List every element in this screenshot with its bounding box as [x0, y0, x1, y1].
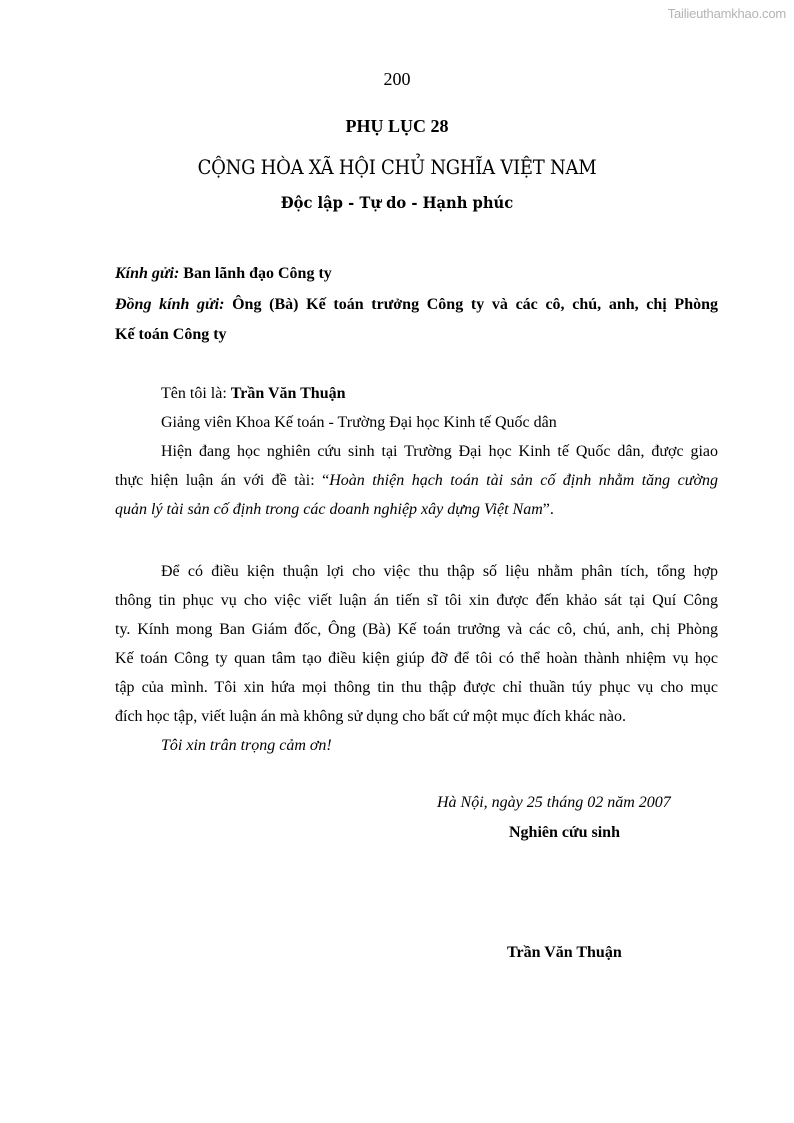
request-line-3: ty. Kính mong Ban Giám đốc, Ông (Bà) Kế toán trưởng và các cô, chú, anh, chị Phòng: [115, 621, 718, 638]
request-line-6: đích học tập, viết luận án mà không sử dụng cho bất cứ một mục đích khác nào.: [115, 708, 626, 725]
study-prefix: thực hiện luận án với đề tài: “: [115, 472, 330, 489]
author-name: Trần Văn Thuận: [230, 385, 346, 402]
author-name-line: [161, 385, 346, 403]
study-line-3: [115, 501, 554, 519]
request-line-4: Kế toán Công ty quan tâm tạo điều kiện giúp đỡ để tôi có thể hoàn thành nhiệm vụ học: [115, 650, 718, 667]
author-name-label: Tên tôi là:: [161, 385, 231, 402]
recipient-cc-label: Đồng kính gửi:: [115, 296, 225, 313]
signer-name: Trần Văn Thuận: [507, 944, 622, 961]
thesis-title-part1: Hoàn thiện hạch toán tài sản cố định nhằm tăng cường: [329, 472, 718, 489]
signer-role: Nghiên cứu sinh: [509, 824, 620, 841]
appendix-title: PHỤ LỤC 28: [345, 116, 449, 136]
page-number: 200: [383, 69, 411, 89]
recipient-cc: [115, 296, 718, 314]
study-line-1: Hiện đang học nghiên cứu sinh tại Trường Đại học Kinh tế Quốc dân, được giao: [161, 443, 718, 460]
thanks-line: Tôi xin trân trọng cảm ơn!: [161, 737, 332, 754]
request-line-2: thông tin phục vụ cho việc viết luận án tiến sĩ tôi xin được đến khảo sát tại Quí Công: [115, 592, 718, 609]
recipient-cc-continued: Kế toán Công ty: [115, 326, 227, 343]
nation-header: CỘNG HÒA XÃ HỘI CHỦ NGHĨA VIỆT NAM: [197, 155, 597, 179]
recipient-to-value: Ban lãnh đạo Công ty: [179, 265, 332, 282]
recipient-cc-value: Ông (Bà) Kế toán trưởng Công ty và các cô, chú, anh, chị Phòng: [224, 296, 718, 313]
request-line-5: tập của mình. Tôi xin hứa mọi thông tin thu thập được chỉ thuần túy phục vụ cho mục: [115, 679, 718, 696]
recipient-to: [115, 265, 332, 283]
study-line-2: [115, 472, 718, 490]
place-date: Hà Nội, ngày 25 tháng 02 năm 2007: [437, 794, 671, 811]
motto: Độc lập - Tự do - Hạnh phúc: [280, 193, 514, 212]
request-line-1: Để có điều kiện thuận lợi cho việc thu thập số liệu nhằm phân tích, tổng hợp: [161, 563, 718, 580]
author-position: Giảng viên Khoa Kế toán - Trường Đại học Kinh tế Quốc dân: [161, 414, 557, 431]
study-suffix: ”.: [542, 501, 554, 518]
thesis-title-part2: quản lý tài sản cố định trong các doanh nghiệp xây dựng Việt Nam: [115, 501, 543, 518]
recipient-to-label: Kính gửi:: [115, 265, 180, 282]
watermark: Tailieuthamkhao.com: [667, 6, 786, 21]
